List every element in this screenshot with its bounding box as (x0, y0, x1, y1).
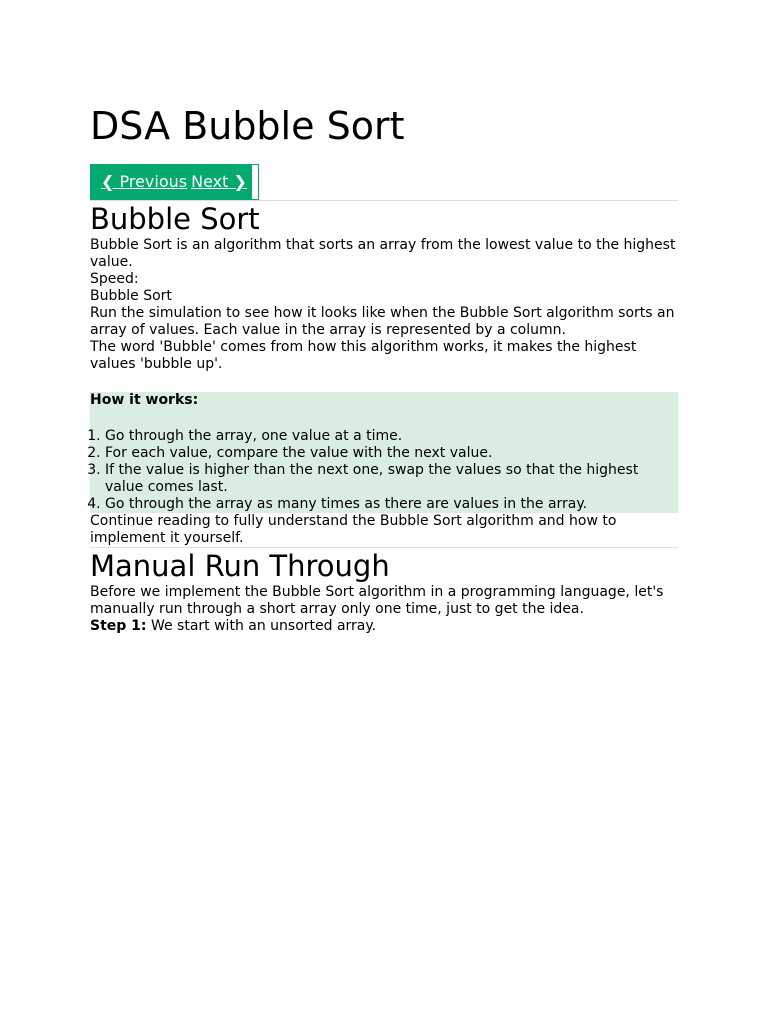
tutorial-nav (90, 164, 259, 200)
intro-paragraph: Bubble Sort is an algorithm that sorts an array from the lowest value to the highest value. (90, 237, 676, 270)
run-simulation-paragraph: Run the simulation to see how it looks like when the Bubble Sort algorithm sorts an array of values. Each value in the array is represented by a column. (90, 305, 675, 338)
next-link[interactable]: Next ❯ (191, 172, 247, 191)
step-1-text: We start with an unsorted array. (146, 618, 377, 634)
bubble-word-paragraph: The word 'Bubble' comes from how this algorithm works, it makes the highest values 'bubble up'. (90, 339, 637, 372)
nav-end-cap (251, 165, 258, 199)
simulation-label: Bubble Sort (90, 288, 172, 304)
continue-paragraph: Continue reading to fully understand the Bubble Sort algorithm and how to implement it yourself. (90, 513, 617, 546)
how-it-works-list (90, 428, 678, 513)
previous-link[interactable]: ❮ Previous (101, 172, 188, 191)
list-item: 4. Go through the array as many times as there are values in the array. (105, 496, 678, 513)
speed-label: Speed: (90, 271, 139, 287)
page-title: DSA Bubble Sort (90, 104, 405, 148)
section-heading-bubble-sort: Bubble Sort (90, 202, 260, 236)
step-1-label: Step 1: (90, 618, 147, 634)
step-1-paragraph (90, 618, 678, 635)
how-it-works-title: How it works: (90, 392, 199, 408)
how-it-works-box (90, 392, 678, 513)
list-item: 3. If the value is higher than the next one, swap the values so that the highest value comes last. (105, 462, 678, 496)
list-item: 2. For each value, compare the value with the next value. (105, 445, 678, 462)
manual-intro-paragraph: Before we implement the Bubble Sort algorithm in a programming language, let's manually run through a short array only one time, just to get the idea. (90, 584, 664, 617)
list-item: 1. Go through the array, one value at a time. (105, 428, 678, 445)
section-heading-manual-run: Manual Run Through (90, 549, 390, 583)
